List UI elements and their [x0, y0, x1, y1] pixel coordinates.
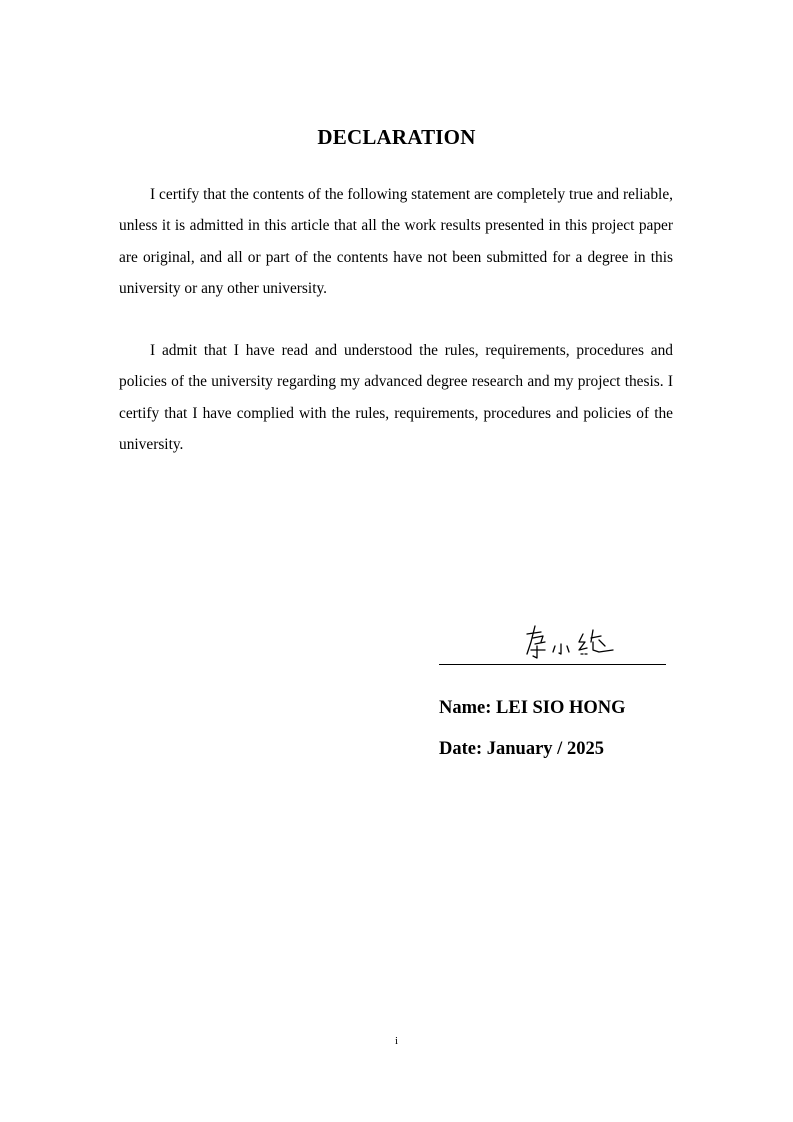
page-number: i — [394, 1035, 399, 1047]
signature-block — [439, 620, 669, 672]
paragraph-admission: I admit that I have read and understood the rules, requirements, procedures and policies of the university regarding my advanced degree research and my project thesis. I certify that I have complied with the rules, requirements, procedures and policies of the university. — [119, 342, 673, 453]
handwritten-signature-icon — [519, 620, 639, 666]
signature-line — [439, 664, 666, 665]
paragraph-certification: I certify that the contents of the following statement are completely true and reliable, unless it is admitted in this article that all the work results presented in this project paper are original, and all or part of the contents have not been submitted for a degree in this university or any other university. — [119, 186, 673, 297]
signatory-name: Name: LEI SIO HONG — [439, 698, 626, 718]
page-title: DECLARATION — [317, 125, 476, 149]
signature-date: Date: January / 2025 — [439, 739, 604, 759]
